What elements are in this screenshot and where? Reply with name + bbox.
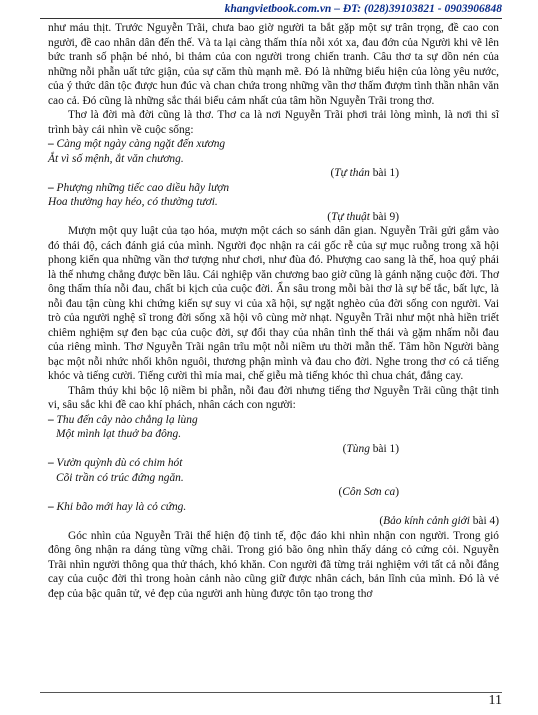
poem-source: (Bảo kính cảnh giới bài 4) (379, 515, 499, 527)
poem-source: (Côn Sơn ca) (338, 486, 399, 498)
poem-line: Phượng những tiếc cao diều hãy lượn (56, 181, 230, 194)
poem-dash: – (48, 181, 57, 194)
paragraph-4: Thâm thúy khi bộc lộ niềm bi phẫn, nỗi đau đời nhưng tiếng thơ Nguyễn Trãi cũng thật tinh vi, sâu sắc khi đề cao khí phách, nhân cách con người: (48, 384, 499, 411)
poem-line: Một mình lạt thuở ba đông. (56, 428, 182, 440)
page-number: 11 (488, 693, 502, 708)
poem-line: Cõi trần có trúc đứng ngăn. (56, 471, 184, 484)
poem-5 (48, 500, 499, 515)
poem-2 (48, 181, 499, 210)
footer-rule (40, 692, 502, 693)
paragraph-2: Thơ là đời mà đời cũng là thơ. Thơ ca là nơi Nguyễn Trãi phơi trải lòng mình, là nơi thi sĩ trình bày cái nhìn về cuộc sống: (48, 109, 499, 136)
poem-source: (Tùng bài 1) (342, 442, 399, 455)
poem-line: Hoa thường hay héo, có thường tươi. (48, 196, 218, 208)
poem-line: Ắt vì số mệnh, ắt văn chương. (48, 152, 184, 165)
poem-line: Thu đến cây nào chẳng lạ lùng (56, 413, 198, 426)
poem-4 (48, 456, 499, 485)
poem-3 (48, 413, 499, 442)
poem-dash: – (48, 413, 57, 426)
source-title: Tùng (346, 442, 370, 455)
poem-1 (48, 137, 499, 166)
source-title: Tự thuật (331, 210, 370, 223)
poem-dash: – (48, 457, 57, 469)
source-title: Côn Sơn ca (342, 486, 396, 498)
poem-dash: – (48, 138, 57, 150)
document-body (48, 21, 499, 601)
header-rule (40, 18, 502, 19)
paragraph-3: Mượn một quy luật của tạo hóa, mượn một cách so sánh dân gian. Nguyễn Trãi gửi gắm vào đó thái độ, cách đánh giá của mình. Người đọc nhận ra cái gốc rễ của sự mục ruỗng trong xã hội phong kiến qua những vần thơ tượng như chơi, như đùa đó. Phượng cao sang là thế, hoa quý phái là thế nhưng chẳng được bền lâu. Cái nghiệp văn chương bao giờ cũng là gánh nặng cuộc đời. Thơ ông thấm thía nỗi đau, chất bi kịch của cuộc đời. Ẩn sâu trong mỗi bài thơ là sự bế tắc, bất lực, là nỗi đau tận cùng khi chứng kiến sự suy vi của xã hội, sự ngặt nghèo của đời sống con người. Vai trò của người nghệ sĩ trong đời sống xã hội vô cùng mờ nhạt. Nguyễn Trãi như một nhà hiền triết chiêm nghiệm sự đen bạc của cuộc đời, sự đổi thay của nhân tình thế thái và gặm nhấm nỗi đau của riêng mình. Thơ Nguyễn Trãi ngân trĩu một nỗi niềm ưu thời mẫn thế. Tâm hồn Người bàng bạc một nỗi nhức nhối khôn nguôi, thương phận mình và đau cho đời. Nghe trong thơ có cả tiếng khóc và tiếng cười. Tiếng cười thì mỉa mai, chế giễu mà tiếng khóc thì chua chát, đắng cay. (48, 225, 499, 382)
poem-source: (Tự thán bài 1) (330, 167, 399, 179)
source-number: bài 9) (369, 210, 399, 223)
poem-line: Càng một ngày càng ngặt đến xương (56, 138, 226, 150)
source-title: Tự thán (334, 167, 370, 179)
source-number: bài 1) (369, 167, 399, 179)
source-title: Bảo kính cảnh giới (383, 515, 470, 527)
source-number: bài 1) (369, 442, 399, 455)
poem-dash: – (48, 500, 57, 513)
poem-line: Khi bão mới hay là cỏ cứng. (56, 500, 187, 513)
paragraph-5: Góc nhìn của Nguyễn Trãi thể hiện độ tinh tế, độc đáo khi nhìn nhận con người. Trong gió đông ông nhận ra dáng tùng vững chãi. Trong gió bão ông nhìn thấy dáng cỏ cứng cỏi. Nguyễn Trãi nhìn người thông qua thử thách, khó khăn. Con người đã từng trải nghiệm với tất cả nỗi đắng cay của cuộc đời thì trong hoàn cảnh nào cũng giữ được nhân cách, bản lĩnh của mình. Đó là vẻ đẹp của bậc quân tử, vẻ đẹp của người anh hùng được tôn tạo trong thơ (48, 529, 499, 600)
page-header: khangvietbook.com.vn – ĐT: (028)39103821 - 0903906848 (224, 3, 502, 15)
poem-source: (Tự thuật bài 9) (327, 210, 399, 223)
poem-line: Vườn quỳnh dù có chim hót (56, 457, 183, 469)
source-number: ) (395, 486, 399, 498)
source-number: bài 4) (469, 515, 499, 527)
paragraph-1: như máu thịt. Trước Nguyễn Trãi, chưa bao giờ người ta bắt gặp một sự trân trọng, đề cao con người, đề cao nhân dân đến thế. Và ta lại càng thấm thía nỗi xót xa, đau đớn của Người khi vẽ lên bức tranh số phận bé nhỏ, bi thảm của con người trong chiến tranh. Câu thơ ta sự dồn nén của những nỗi phẫn uất tức giận, của sự căm thù mạnh mẽ. Đó là những biểu hiện của lòng yêu nước, của ý thức dân tộc được hun đúc và chan chứa trong những vần thơ thấm đượm tình thần nhân văn cao cả. Đó cũng là những sắc thái biểu cảm nhất của tâm hồn Nguyễn Trãi trong thơ. (48, 22, 499, 107)
